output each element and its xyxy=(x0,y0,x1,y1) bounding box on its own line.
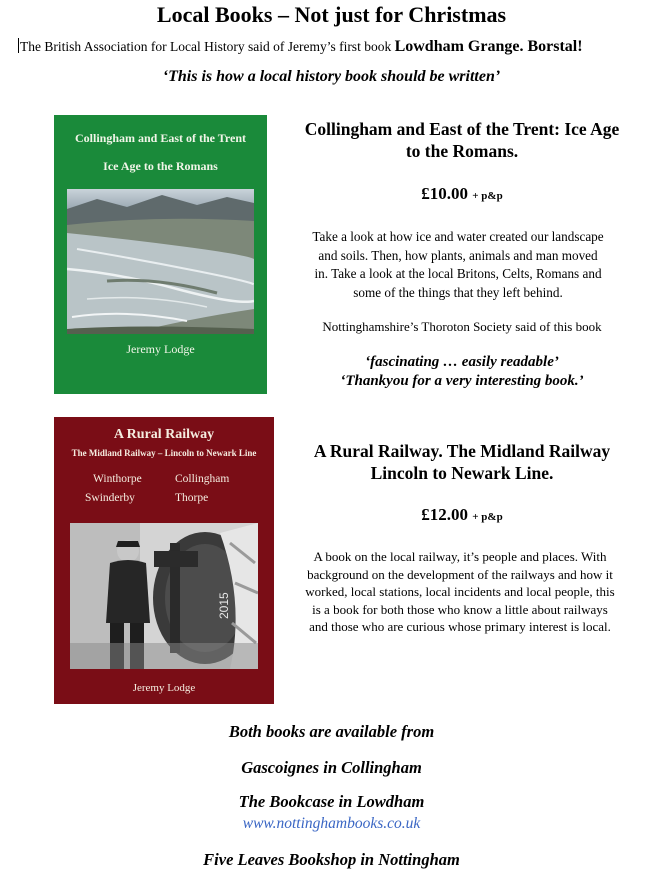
book1-title-line1: Collingham and East of the Trent: Ice Age xyxy=(304,119,620,139)
book1-cover-author: Jeremy Lodge xyxy=(126,342,195,356)
book2-title-line1: A Rural Railway. The Midland Railway xyxy=(313,441,611,461)
cover-place: Thorpe xyxy=(175,492,209,504)
book1-cover-subtitle: Ice Age to the Romans xyxy=(103,159,218,173)
book1-desc-line: some of the things that they left behind. xyxy=(353,284,563,300)
cover-place: Winthorpe xyxy=(93,473,142,485)
book2-price-suffix: + p&p xyxy=(472,511,503,523)
book2-description xyxy=(284,548,636,636)
cover-place: Swinderby xyxy=(85,492,135,504)
book2-price-value: £12.00 xyxy=(421,505,469,524)
book1-description xyxy=(282,228,634,302)
website-link[interactable]: www.nottinghambooks.co.uk xyxy=(242,815,421,832)
book1-price-suffix: + p&p xyxy=(472,190,503,202)
book1-quotes xyxy=(282,353,642,391)
book1-cover-title: Collingham and East of the Trent xyxy=(74,131,247,145)
locomotive-number: 2015 xyxy=(217,592,231,619)
store-bookcase: The Bookcase in Lowdham xyxy=(238,792,425,811)
book1-title-line2: to the Romans. xyxy=(405,141,519,161)
book2-desc-line: A book on the local railway, it’s people and places. With xyxy=(313,549,607,564)
book1-desc-line: and soils. Then, how plants, animals and man moved xyxy=(318,247,598,263)
store-five-leaves: Five Leaves Bookshop in Nottingham xyxy=(203,850,460,869)
intro-quote: ‘This is how a local history book should be written’ xyxy=(162,68,501,85)
book1-quote: ‘fascinating … easily readable’ xyxy=(365,354,559,370)
text-cursor xyxy=(18,38,19,53)
book2-title xyxy=(282,440,642,484)
book2-desc-line: worked, local stations, local incidents and local people, this xyxy=(305,584,615,599)
store-gascoignes: Gascoignes in Collingham xyxy=(241,758,422,777)
book2-cover xyxy=(54,417,274,704)
book1-desc-line: Take a look at how ice and water created our landscape xyxy=(312,229,604,244)
book1-price-value: £10.00 xyxy=(421,184,469,203)
intro-text: The British Association for Local History said of Jeremy’s first book xyxy=(20,39,395,54)
book2-price xyxy=(282,505,642,525)
intro-book-title: Lowdham Grange. Borstal! xyxy=(394,38,583,55)
book2-title-line2: Lincoln to Newark Line. xyxy=(370,463,554,483)
book1-society-text: Nottinghamshire’s Thoroton Society said of this book xyxy=(322,319,602,334)
cover-place: Collingham xyxy=(175,473,230,485)
book2-cover-author: Jeremy Lodge xyxy=(132,682,196,694)
book1-title xyxy=(282,118,642,162)
intro-line xyxy=(18,38,658,56)
book2-desc-line: is a book for both those who know a little about railways xyxy=(312,601,608,617)
book1-cover xyxy=(54,115,267,394)
book1-quote: ‘Thankyou for a very interesting book.’ xyxy=(340,373,584,389)
book2-cover-subtitle: The Midland Railway – Lincoln to Newark Line xyxy=(71,448,257,458)
railwayman-locomotive-photo xyxy=(70,523,258,669)
book2-cover-title: A Rural Railway xyxy=(113,427,215,442)
book2-desc-line: background on the development of the railways and how it xyxy=(307,566,613,582)
page-title: Local Books – Not just for Christmas xyxy=(156,2,507,27)
glacial-river-photo xyxy=(67,189,254,334)
book1-price xyxy=(282,184,642,204)
book1-desc-line: in. Take a look at the local Britons, Celts, Romans and xyxy=(314,266,602,281)
availability-heading: Both books are available from xyxy=(228,722,435,741)
book2-desc-line: and those who are curious whose primary interest is local. xyxy=(309,619,611,634)
